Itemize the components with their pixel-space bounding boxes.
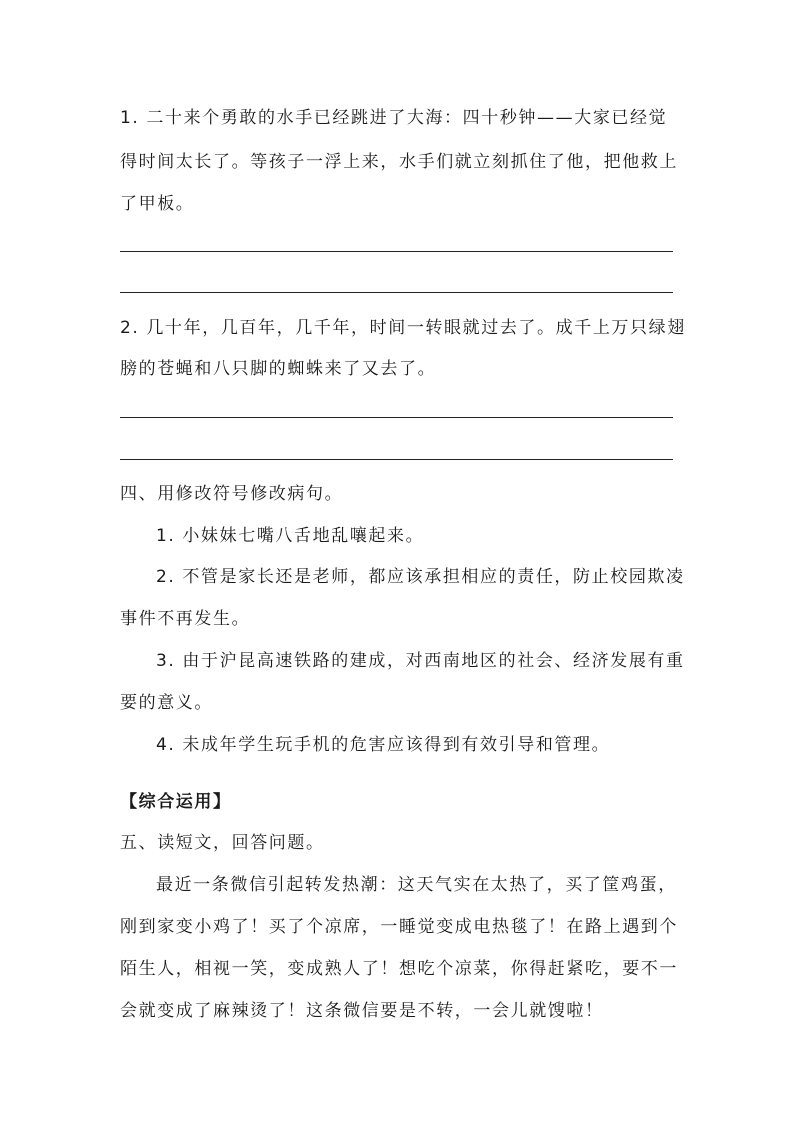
q5-passage-line3: 陌生人，相视一笑，变成熟人了！想吃个凉菜，你得赶紧吃，要不一 (120, 959, 678, 979)
answer-line[interactable] (120, 459, 673, 460)
q5-heading: 五、读短文，回答问题。 (120, 833, 325, 853)
q4-sentence-2-line1: 2. 不管是家长还是老师，都应该承担相应的责任，防止校园欺凌 (156, 567, 685, 587)
q4-sentence-2-line2: 事件不再发生。 (120, 609, 251, 629)
q3-item2-line2: 膀的苍蝇和八只脚的蜘蛛来了又去了。 (120, 359, 437, 379)
section-title: 【综合运用】 (120, 792, 232, 812)
q5-passage-line4: 会就变成了麻辣烫了！这条微信要是不转，一会儿就馊啦！ (120, 1001, 604, 1021)
q4-heading: 四、用修改符号修改病句。 (120, 484, 344, 504)
q5-passage-line2: 刚到家变小鸡了！买了个凉席，一睡觉变成电热毯了！在路上遇到个 (120, 917, 678, 937)
q3-item2-line1: 2. 几十年，几百年，几千年，时间一转眼就过去了。成千上万只绿翅 (120, 318, 686, 338)
answer-line[interactable] (120, 251, 673, 252)
q4-sentence-4: 4. 未成年学生玩手机的危害应该得到有效引导和管理。 (156, 735, 611, 755)
q5-passage-line1: 最近一条微信引起转发热潮：这天气实在太热了，买了筐鸡蛋， (156, 875, 677, 895)
q4-sentence-1: 1. 小妹妹七嘴八舌地乱嚷起来。 (156, 526, 425, 546)
q4-sentence-3-line2: 要的意义。 (120, 693, 213, 713)
q3-item1-line2: 得时间太长了。等孩子一浮上来，水手们就立刻抓住了他，把他救上 (120, 152, 678, 172)
q3-item1-line1: 1. 二十来个勇敢的水手已经跳进了大海：四十秒钟——大家已经觉 (120, 108, 668, 128)
answer-line[interactable] (120, 417, 673, 418)
answer-line[interactable] (120, 292, 673, 293)
q4-sentence-3-line1: 3. 由于沪昆高速铁路的建成，对西南地区的社会、经济发展有重 (156, 651, 685, 671)
q3-item1-line3: 了甲板。 (120, 194, 195, 214)
